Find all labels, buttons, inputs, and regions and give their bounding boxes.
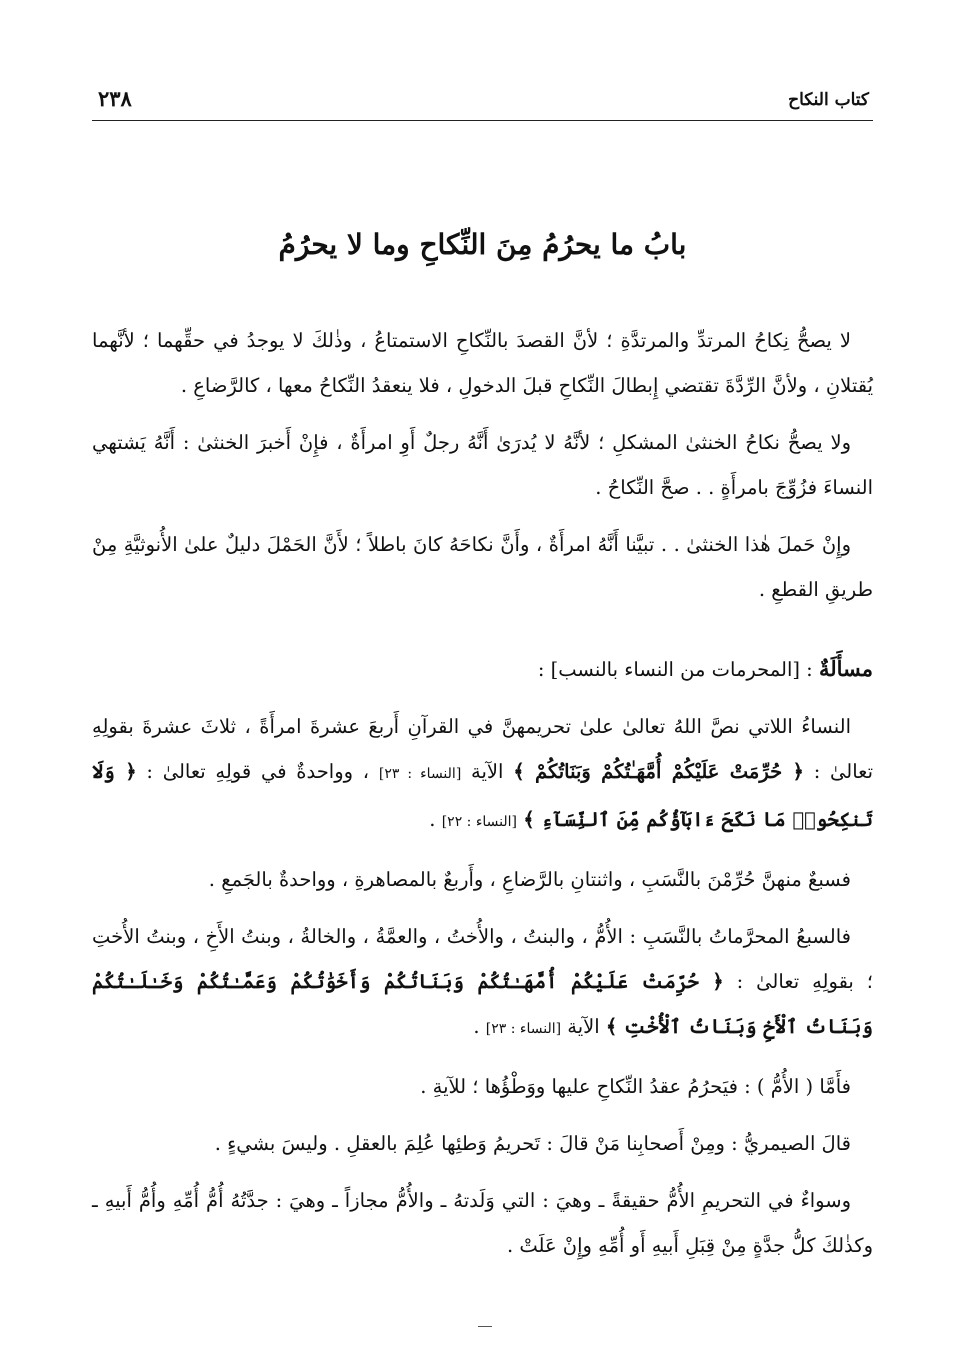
paragraph: [92, 704, 873, 845]
paragraph: ولا يصحُّ نكاحُ الخنثىٰ المشكلِ ؛ لأنَّهُ لا يُدرَىٰ أَنَّهُ رجلٌ أَوِ امرأَةٌ ، فإِنْ أَخبرَ الخنثىٰ : أَنَّهُ يَشتهي النساءَ فزُوِّجَ بامرأَةٍ . . صحَّ النِّكاحُ .: [92, 431, 873, 499]
paragraph: لا يصحُّ نِكاحُ المرتدِّ والمرتدَّةِ ؛ لأنَّ القصدَ بالنِّكاحِ الاستمتاعُ ، وذٰلكَ لا يوجدُ في حقِّهما ؛ لأنَّهما يُقتلانِ ، ولأنَّ الرِّدَّةَ تقتضي إِبطالَ النِّكاحِ قبلَ الدخولِ ، فلا ينعقدُ النِّكاحُ معها ، كالرَّضاعِ .: [92, 329, 873, 397]
quran-verse: ﴿ حُرِّمَتْ عَلَيْكُمْ أُمَّهَـٰتُكُمْ وَبَنَاتُكُمْ ﴾: [513, 760, 804, 783]
paragraph: فأَمَّا ( الأُمُّ ) : فيَحرُمُ عقدُ النِّكاحِ عليها ووَطْؤُها ؛ للآيةِ .: [420, 1075, 851, 1098]
footer-divider: [478, 1326, 492, 1327]
page-number: ٢٣٨: [98, 86, 132, 111]
text: .: [473, 1015, 486, 1038]
masala-colon: :: [799, 658, 819, 681]
text: الآية: [561, 1015, 606, 1038]
masala-heading: [92, 646, 873, 692]
verse-reference: [النساء : ٢٣]: [378, 766, 462, 782]
paragraph: [92, 914, 873, 1052]
running-header: [92, 84, 873, 121]
paragraph: وإِنْ حَملَ هٰذا الخنثىٰ . . تبيَّنا أَنَّهُ امرأَةٌ ، وأَنَّ نكاحَهُ كانَ باطلاً ؛ لأَنَّ الحَمْلَ دليلٌ علىٰ الأُنوثيَّةِ مِنْ طريقِ القطعِ .: [92, 533, 873, 601]
text: ، وواحدةٌ في قولِهِ تعالىٰ :: [136, 760, 379, 783]
verse-reference: [النساء : ٢٣]: [485, 1021, 562, 1037]
masala-topic: [المحرمات من النساء بالنسب]: [550, 658, 800, 681]
masala-label: مسأَلَةٌ: [818, 656, 873, 681]
text: الآية: [461, 760, 514, 783]
main-text: [92, 318, 873, 1280]
chapter-title: بابُ ما يحرُمُ مِنَ النِّكاحِ وما لا يحرُمُ: [278, 228, 687, 261]
verse-reference: [النساء : ٢٢]: [441, 814, 518, 830]
masala-end: :: [537, 658, 551, 681]
paragraph: قالَ الصيمريُّ : ومِنْ أَصحابِنا مَنْ قالَ : تَحريمُ وَطئِها عُلِمَ بالعقلِ . وليسَ بشيءٍ .: [214, 1132, 851, 1155]
quran-verse: ﴿ وَلَا تَنكِحُوا۟ مَا نَكَحَ ءَابَآؤُكُم مِّنَ ٱلنِّسَآءِ ﴾: [92, 760, 873, 831]
quran-verse: ﴿ حُرِّمَتْ عَلَيْكُمْ أُمَّهَـٰتُكُمْ وَبَنَاتُكُمْ وَأَخَوَٰتُكُمْ وَعَمَّـٰتُكُمْ وَخَـٰلَـٰتُكُمْ وَبَنَاتُ ٱلْأَخِ وَبَنَاتُ ٱلْأُخْتِ ﴾: [92, 970, 873, 1038]
text: النساءُ اللاتي نصَّ اللهُ تعالىٰ علىٰ تحريمهنَّ في القرآنِ أَربعَ عشرةَ امرأَةً ، ثلاثَ عشرةَ بقولِهِ تعالىٰ :: [92, 715, 873, 783]
running-title: كتاب النكاح: [788, 90, 869, 110]
text: .: [429, 808, 442, 831]
paragraph: وسواءٌ في التحريمِ الأُمُّ حقيقةً ـ وهيَ : التي وَلَدتهُ ـ والأُمُّ مجازاً ـ وهيَ : جدَّتُهُ أُمُّ أُمِّهِ وأُمُّ أَبيهِ ـ وكذٰلكَ كلُّ جدَّةٍ مِنْ قِبَلِ أَبيهِ أَو أُمِّهِ وإِنْ عَلَتْ .: [92, 1189, 873, 1257]
paragraph: فسبعٌ منهنَّ حُرِّمْنَ بالنَّسَبِ ، واثنتانِ بالرَّضاعِ ، وأَربعٌ بالمصاهرةِ ، وواحدةٌ بالجَمعِ .: [208, 868, 851, 891]
text: فالسبعُ المحرَّماتُ بالنَّسَبِ : الأُمُّ ، والبنتُ ، والأُختُ ، والعمَّةُ ، والخالةُ ، وبنتُ الأَخِ ، وبنتُ الأُختِ ؛ بقولِهِ تعالىٰ :: [92, 925, 873, 993]
